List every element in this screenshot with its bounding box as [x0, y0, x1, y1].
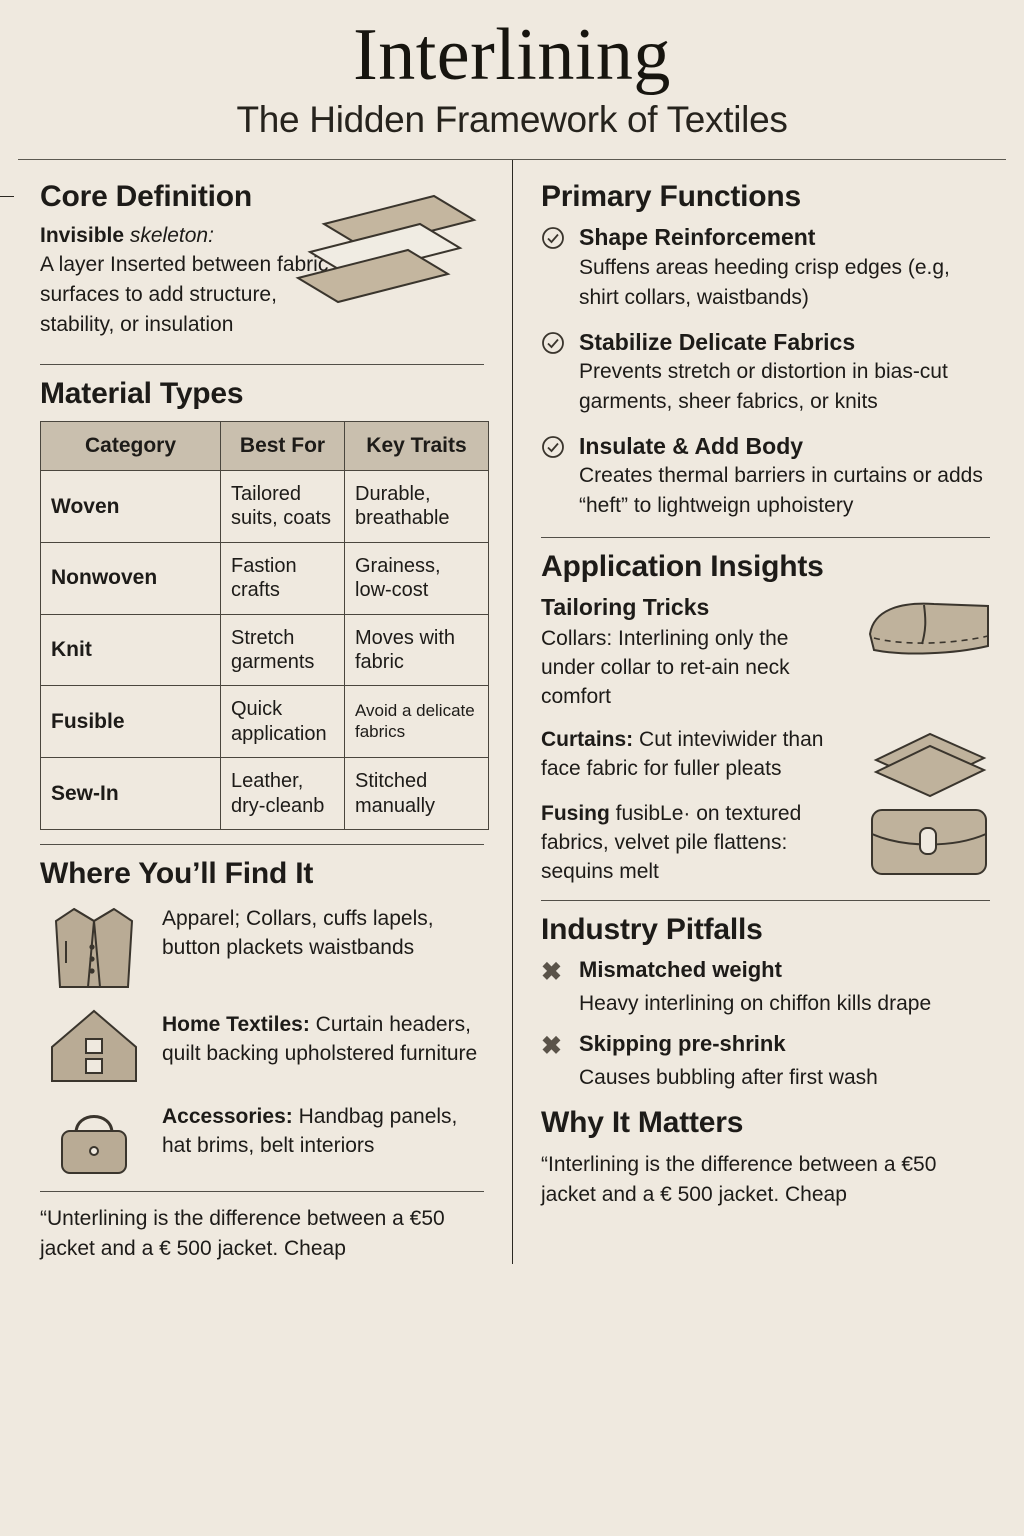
cell-key-traits: Moves with fabric: [345, 614, 489, 686]
left-divider-2: [40, 844, 484, 845]
header-divider: [18, 159, 1006, 160]
table-header-row: [41, 422, 489, 471]
function-title: Insulate & Add Body: [579, 432, 804, 459]
x-mark-icon: ✖: [541, 1031, 562, 1060]
cell-category: Knit: [41, 614, 221, 686]
core-definition-heading: Core Definition: [40, 180, 252, 214]
page-title: Interlining: [353, 14, 671, 96]
insight-body: Collars: Interlining only the under collar to ret-ain neck comfort: [541, 626, 790, 708]
table-row: [41, 471, 489, 543]
pitfall-title: Skipping pre-shrink: [579, 1030, 786, 1056]
cell-key-traits: Avoid a delicate fabrics: [345, 686, 489, 758]
why-it-matters-heading: Why It Matters: [541, 1106, 744, 1140]
cell-best-for: Stretch garments: [221, 614, 345, 686]
where-found-section: [40, 857, 484, 1264]
where-found-heading: Where You’ll Find It: [40, 856, 314, 890]
house-icon: [40, 1007, 148, 1085]
table-row: [41, 686, 489, 758]
core-definition-lead-bold: Invisible: [40, 224, 130, 248]
pitfall-body: Causes bubbling after first wash: [579, 1065, 878, 1089]
function-title: Shape Reinforcement: [579, 224, 816, 251]
col-header-category: Category: [41, 422, 221, 471]
list-item-body: Handbag panels, hat brims, belt interiors: [162, 1104, 458, 1157]
cell-key-traits: Durable, breathable: [345, 471, 489, 543]
list-item: [40, 1007, 484, 1085]
function-item: [541, 433, 990, 521]
insight-body: [541, 726, 841, 784]
check-circle-icon: [541, 331, 567, 355]
material-types-heading: Material Types: [40, 377, 244, 411]
function-title: Stabilize Delicate Fabrics: [579, 328, 856, 355]
cell-category: Woven: [41, 471, 221, 543]
pitfall-item: [541, 1031, 990, 1092]
page-header: [0, 0, 1024, 141]
cell-category: Sew-In: [41, 758, 221, 830]
right-divider-2: [541, 900, 990, 901]
list-item-label: Accessories:: [162, 1104, 293, 1128]
function-body: Creates thermal barriers in curtains or adds “heft” to lightweign uphoistery: [579, 464, 983, 517]
cell-key-traits: Grainess, low-cost: [345, 542, 489, 614]
cell-best-for: Leather, dry-cleanb: [221, 758, 345, 830]
page-subtitle: The Hidden Framework of Textiles: [236, 99, 788, 141]
function-item: [541, 224, 990, 312]
pitfall-body: Heavy interlining on chiffon kills drape: [579, 992, 932, 1016]
insight-body-bold: Curtains:: [541, 727, 634, 751]
list-item-body: Curtain headers, quilt backing upholstered furniture: [162, 1012, 478, 1065]
insight-body-rest: Cut inteviwider than face fabric for fuller pleats: [541, 727, 824, 780]
right-divider-1: [541, 537, 990, 538]
fabric-squares-icon: [864, 726, 994, 804]
cell-best-for: Fastion crafts: [221, 542, 345, 614]
fabric-layers-icon: [284, 186, 484, 321]
left-quote: “Unterlining is the difference between a €50 jacket and a € 500 jacket. Cheap: [40, 1206, 445, 1260]
pitfall-title: Mismatched weight: [579, 957, 782, 983]
function-body: Suffens areas heeding crisp edges (e.g, shirt collars, waistbands): [579, 255, 950, 309]
insight-item: [541, 800, 990, 887]
table-row: [41, 758, 489, 830]
list-item-label: Home Textiles:: [162, 1012, 310, 1036]
material-types-table: [40, 421, 489, 830]
pitfall-item: [541, 957, 990, 1018]
list-item: [40, 1099, 484, 1177]
table-row: [41, 614, 489, 686]
cell-key-traits: Stitched manually: [345, 758, 489, 830]
list-item-text: [162, 901, 484, 963]
collar-icon: [864, 594, 994, 674]
industry-pitfalls-heading: Industry Pitfalls: [541, 913, 763, 947]
material-types-section: [40, 377, 484, 830]
list-item-body: lapels, button plackets waistbands: [162, 906, 434, 959]
table-row: [41, 542, 489, 614]
insight-item: [541, 726, 990, 786]
left-tick-mark: [0, 196, 14, 197]
list-item-label: Apparel; Collars, cuffs: [162, 906, 368, 930]
insight-title: Tailoring Tricks: [541, 593, 710, 620]
blazer-icon: [40, 901, 148, 993]
left-divider-3: [40, 1191, 484, 1192]
cell-best-for: Tailored suits, coats: [221, 471, 345, 543]
core-definition-lead-italic: skeleton:: [129, 224, 214, 248]
insight-body-bold: Fusing: [541, 801, 610, 825]
application-insights-heading: Application Insights: [541, 549, 824, 583]
content-columns: [0, 160, 1024, 1263]
core-definition-section: [40, 180, 484, 350]
list-item-text: [162, 1099, 484, 1161]
check-circle-icon: [541, 435, 567, 459]
insight-body: [541, 800, 841, 887]
left-column: [0, 160, 512, 1263]
col-header-key-traits: Key Traits: [345, 422, 489, 471]
check-circle-icon: [541, 226, 567, 250]
core-definition-body: A layer Inserted between fabric surfaces to add structure, stability, or insulation: [40, 253, 329, 337]
left-divider-1: [40, 364, 484, 365]
cell-best-for: Quick application: [221, 686, 345, 758]
function-body: Prevents stretch or distortion in bias-cut garments, sheer fabrics, or knits: [579, 359, 948, 413]
handbag-icon: [40, 1099, 148, 1177]
function-item: [541, 329, 990, 417]
col-header-best-for: Best For: [221, 422, 345, 471]
clutch-bag-icon: [864, 800, 994, 882]
cell-category: Nonwoven: [41, 542, 221, 614]
right-quote: “Interlining is the difference between a €50 jacket and a € 500 jacket. Cheap: [541, 1153, 937, 1207]
right-column: [512, 160, 1024, 1263]
cell-category: Fusible: [41, 686, 221, 758]
x-mark-icon: ✖: [541, 958, 562, 987]
insight-body-rest: fusibLe· on textured fabrics, velvet pile flattens: sequins melt: [541, 801, 802, 883]
insight-item: [541, 594, 990, 712]
primary-functions-heading: Primary Functions: [541, 180, 801, 214]
list-item: [40, 901, 484, 993]
list-item-text: [162, 1007, 484, 1069]
